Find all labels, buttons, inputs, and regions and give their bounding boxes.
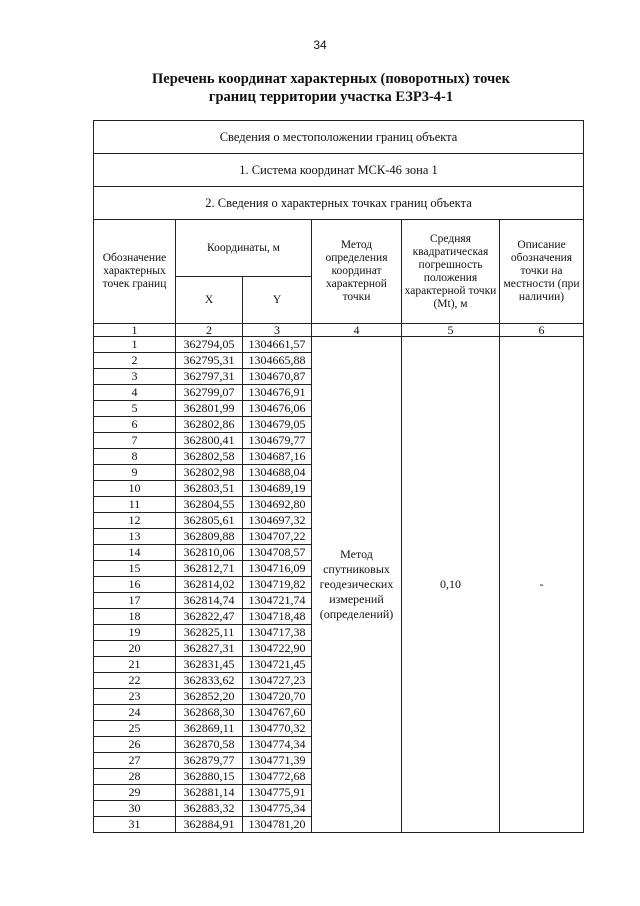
column-number: 1 [94, 324, 176, 337]
x-coordinate-cell: 362803,51 [176, 481, 243, 497]
point-number-cell: 12 [94, 513, 176, 529]
point-number-cell: 26 [94, 737, 176, 753]
points-section-title: 2. Сведения о характерных точках границ объекта [94, 187, 584, 220]
x-coordinate-cell: 362868,30 [176, 705, 243, 721]
y-coordinate-cell: 1304689,19 [243, 481, 312, 497]
point-number-cell: 27 [94, 753, 176, 769]
y-coordinate-cell: 1304679,05 [243, 417, 312, 433]
point-number-cell: 4 [94, 385, 176, 401]
y-coordinate-cell: 1304718,48 [243, 609, 312, 625]
point-number-cell: 16 [94, 577, 176, 593]
point-number-cell: 25 [94, 721, 176, 737]
document-title [96, 70, 566, 106]
point-number-cell: 9 [94, 465, 176, 481]
x-coordinate-cell: 362802,98 [176, 465, 243, 481]
point-number-cell: 15 [94, 561, 176, 577]
x-coordinate-cell: 362814,02 [176, 577, 243, 593]
y-coordinate-cell: 1304661,57 [243, 337, 312, 353]
point-number-cell: 11 [94, 497, 176, 513]
y-coordinate-cell: 1304781,20 [243, 817, 312, 833]
x-coordinate-cell: 362809,88 [176, 529, 243, 545]
x-coordinate-cell: 362822,47 [176, 609, 243, 625]
y-coordinate-cell: 1304772,68 [243, 769, 312, 785]
header-x: X [176, 277, 243, 324]
header-method: Метод определения координат характерной точки [312, 220, 402, 324]
y-coordinate-cell: 1304676,06 [243, 401, 312, 417]
x-coordinate-cell: 362870,58 [176, 737, 243, 753]
x-coordinate-cell: 362833,62 [176, 673, 243, 689]
point-number-cell: 31 [94, 817, 176, 833]
point-number-cell: 5 [94, 401, 176, 417]
x-coordinate-cell: 362812,71 [176, 561, 243, 577]
y-coordinate-cell: 1304707,22 [243, 529, 312, 545]
point-number-cell: 10 [94, 481, 176, 497]
column-number: 6 [500, 324, 584, 337]
point-number-cell: 23 [94, 689, 176, 705]
point-number-cell: 20 [94, 641, 176, 657]
x-coordinate-cell: 362801,99 [176, 401, 243, 417]
column-number: 5 [402, 324, 500, 337]
accuracy-value-cell: 0,10 [402, 337, 500, 833]
y-coordinate-cell: 1304721,45 [243, 657, 312, 673]
column-number: 4 [312, 324, 402, 337]
point-number-cell: 6 [94, 417, 176, 433]
y-coordinate-cell: 1304767,60 [243, 705, 312, 721]
y-coordinate-cell: 1304717,38 [243, 625, 312, 641]
description-value-cell: - [500, 337, 584, 833]
coordinates-table [93, 120, 584, 833]
column-number: 2 [176, 324, 243, 337]
header-description: Описание обозначения точки на местности (при наличии) [500, 220, 584, 324]
header-coords: Координаты, м [176, 220, 312, 277]
method-value-cell: Метод спутниковых геодезических измерений (определений) [312, 337, 402, 833]
point-number-cell: 24 [94, 705, 176, 721]
section-title: Сведения о местоположении границ объекта [94, 121, 584, 154]
y-coordinate-cell: 1304670,87 [243, 369, 312, 385]
y-coordinate-cell: 1304697,32 [243, 513, 312, 529]
x-coordinate-cell: 362802,58 [176, 449, 243, 465]
x-coordinate-cell: 362869,11 [176, 721, 243, 737]
title-line-2: границ территории участка ЕЗР3-4-1 [208, 89, 454, 105]
y-coordinate-cell: 1304687,16 [243, 449, 312, 465]
column-number: 3 [243, 324, 312, 337]
point-number-cell: 13 [94, 529, 176, 545]
point-number-cell: 17 [94, 593, 176, 609]
point-number-cell: 3 [94, 369, 176, 385]
point-number-cell: 30 [94, 801, 176, 817]
x-coordinate-cell: 362827,31 [176, 641, 243, 657]
y-coordinate-cell: 1304771,39 [243, 753, 312, 769]
x-coordinate-cell: 362810,06 [176, 545, 243, 561]
y-coordinate-cell: 1304720,70 [243, 689, 312, 705]
y-coordinate-cell: 1304708,57 [243, 545, 312, 561]
x-coordinate-cell: 362797,31 [176, 369, 243, 385]
header-point: Обозначение характерных точек границ [94, 220, 176, 324]
x-coordinate-cell: 362804,55 [176, 497, 243, 513]
x-coordinate-cell: 362880,15 [176, 769, 243, 785]
x-coordinate-cell: 362883,32 [176, 801, 243, 817]
x-coordinate-cell: 362800,41 [176, 433, 243, 449]
point-number-cell: 28 [94, 769, 176, 785]
y-coordinate-cell: 1304774,34 [243, 737, 312, 753]
y-coordinate-cell: 1304665,88 [243, 353, 312, 369]
y-coordinate-cell: 1304775,91 [243, 785, 312, 801]
y-coordinate-cell: 1304721,74 [243, 593, 312, 609]
y-coordinate-cell: 1304770,32 [243, 721, 312, 737]
x-coordinate-cell: 362825,11 [176, 625, 243, 641]
x-coordinate-cell: 362794,05 [176, 337, 243, 353]
y-coordinate-cell: 1304716,09 [243, 561, 312, 577]
header-accuracy: Средняя квадратическая погрешность положения характерной точки (Mt), м [402, 220, 500, 324]
x-coordinate-cell: 362814,74 [176, 593, 243, 609]
point-number-cell: 22 [94, 673, 176, 689]
coordinate-system: 1. Система координат МСК-46 зона 1 [94, 154, 584, 187]
title-line-1: Перечень координат характерных (поворотных) точек [152, 71, 510, 87]
header-y: Y [243, 277, 312, 324]
y-coordinate-cell: 1304692,80 [243, 497, 312, 513]
x-coordinate-cell: 362802,86 [176, 417, 243, 433]
y-coordinate-cell: 1304679,77 [243, 433, 312, 449]
page-number: 34 [313, 38, 327, 52]
y-coordinate-cell: 1304719,82 [243, 577, 312, 593]
x-coordinate-cell: 362881,14 [176, 785, 243, 801]
x-coordinate-cell: 362795,31 [176, 353, 243, 369]
point-number-cell: 21 [94, 657, 176, 673]
x-coordinate-cell: 362805,61 [176, 513, 243, 529]
x-coordinate-cell: 362799,07 [176, 385, 243, 401]
point-number-cell: 7 [94, 433, 176, 449]
y-coordinate-cell: 1304688,04 [243, 465, 312, 481]
point-number-cell: 18 [94, 609, 176, 625]
x-coordinate-cell: 362879,77 [176, 753, 243, 769]
point-number-cell: 2 [94, 353, 176, 369]
x-coordinate-cell: 362884,91 [176, 817, 243, 833]
point-number-cell: 19 [94, 625, 176, 641]
y-coordinate-cell: 1304727,23 [243, 673, 312, 689]
point-number-cell: 8 [94, 449, 176, 465]
point-number-cell: 1 [94, 337, 176, 353]
y-coordinate-cell: 1304676,91 [243, 385, 312, 401]
point-number-cell: 29 [94, 785, 176, 801]
y-coordinate-cell: 1304722,90 [243, 641, 312, 657]
y-coordinate-cell: 1304775,34 [243, 801, 312, 817]
x-coordinate-cell: 362852,20 [176, 689, 243, 705]
point-number-cell: 14 [94, 545, 176, 561]
x-coordinate-cell: 362831,45 [176, 657, 243, 673]
table-row [94, 337, 584, 353]
